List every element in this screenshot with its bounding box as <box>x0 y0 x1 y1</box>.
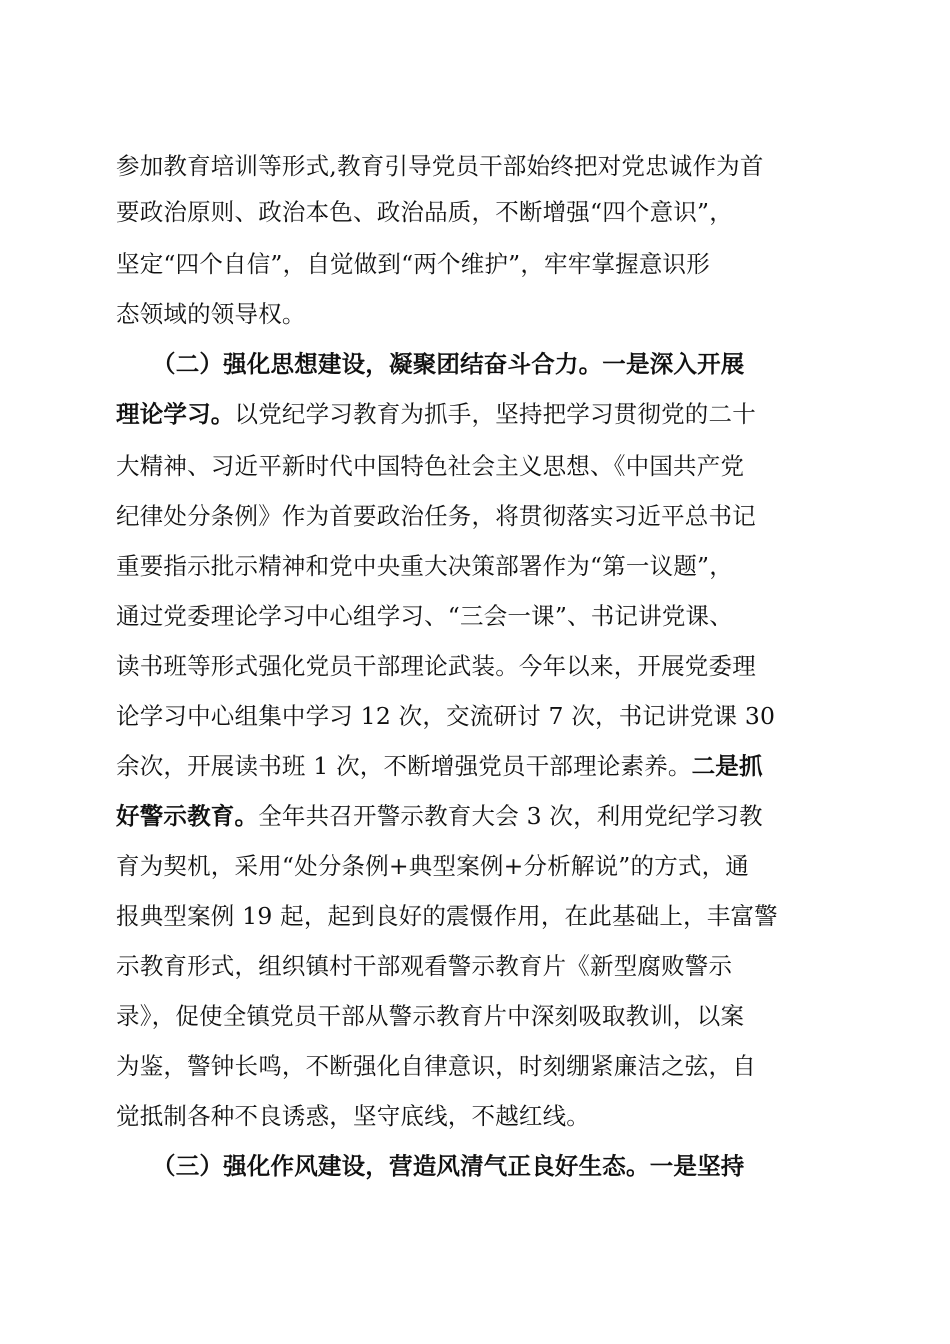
text-line: 觉抵制各种不良诱惑，坚守底线，不越红线。 <box>116 1102 590 1130</box>
text-line: 纪律处分条例》作为首要政治任务，将贯彻落实习近平总书记 <box>116 502 756 530</box>
text-line: 好警示教育。全年共召开警示教育大会 3 次，利用党纪学习教 <box>116 802 763 830</box>
text-line: 读书班等形式强化党员干部理论武装。今年以来，开展党委理 <box>116 652 756 680</box>
section-heading-3: （三）强化作风建设，营造风清气正良好生态。一是坚持 <box>152 1152 745 1180</box>
text-line: 通过党委理论学习中心组学习、“三会一课”、书记讲党课、 <box>116 602 733 630</box>
text-line: 参加教育培训等形式,教育引导党员干部始终把对党忠诚作为首 <box>116 152 764 180</box>
text-line: 示教育形式，组织镇村干部观看警示教育片《新型腐败警示 <box>116 952 733 980</box>
text-line: 为鉴，警钟长鸣，不断强化自律意识，时刻绷紧廉洁之弦，自 <box>116 1052 756 1080</box>
text-line: 重要指示批示精神和党中央重大决策部署作为“第一议题”， <box>116 552 733 580</box>
text-line: 大精神、习近平新时代中国特色社会主义思想、《中国共产党 <box>116 452 745 480</box>
text-line: 报典型案例 19 起，起到良好的震慑作用，在此基础上，丰富警 <box>116 902 778 930</box>
text-line: 坚定“四个自信”，自觉做到“两个维护”，牢牢掌握意识形 <box>116 250 710 278</box>
subheading-warning-education: 好警示教育。 <box>116 802 259 830</box>
text-line: 态领域的领导权。 <box>116 300 306 328</box>
text-line: 育为契机，采用“处分条例+典型案例+分析解说”的方式，通 <box>116 852 750 880</box>
subheading-marker: 二是抓 <box>691 752 763 780</box>
text-line: 余次，开展读书班 1 次，不断增强党员干部理论素养。二是抓 <box>116 752 763 780</box>
text-line: 录》，促使全镇党员干部从警示教育片中深刻吸取教训，以案 <box>116 1002 745 1030</box>
text-line: 论学习中心组集中学习 12 次，交流研讨 7 次，书记讲党课 30 <box>116 702 776 730</box>
text-line: 要政治原则、政治本色、政治品质，不断增强“四个意识”， <box>116 198 733 226</box>
subheading-theory-study: 理论学习。 <box>116 400 235 428</box>
section-heading-2: （二）强化思想建设，凝聚团结奋斗合力。一是深入开展 <box>152 350 745 378</box>
text-line: 理论学习。以党纪学习教育为抓手，坚持把学习贯彻党的二十 <box>116 400 756 428</box>
